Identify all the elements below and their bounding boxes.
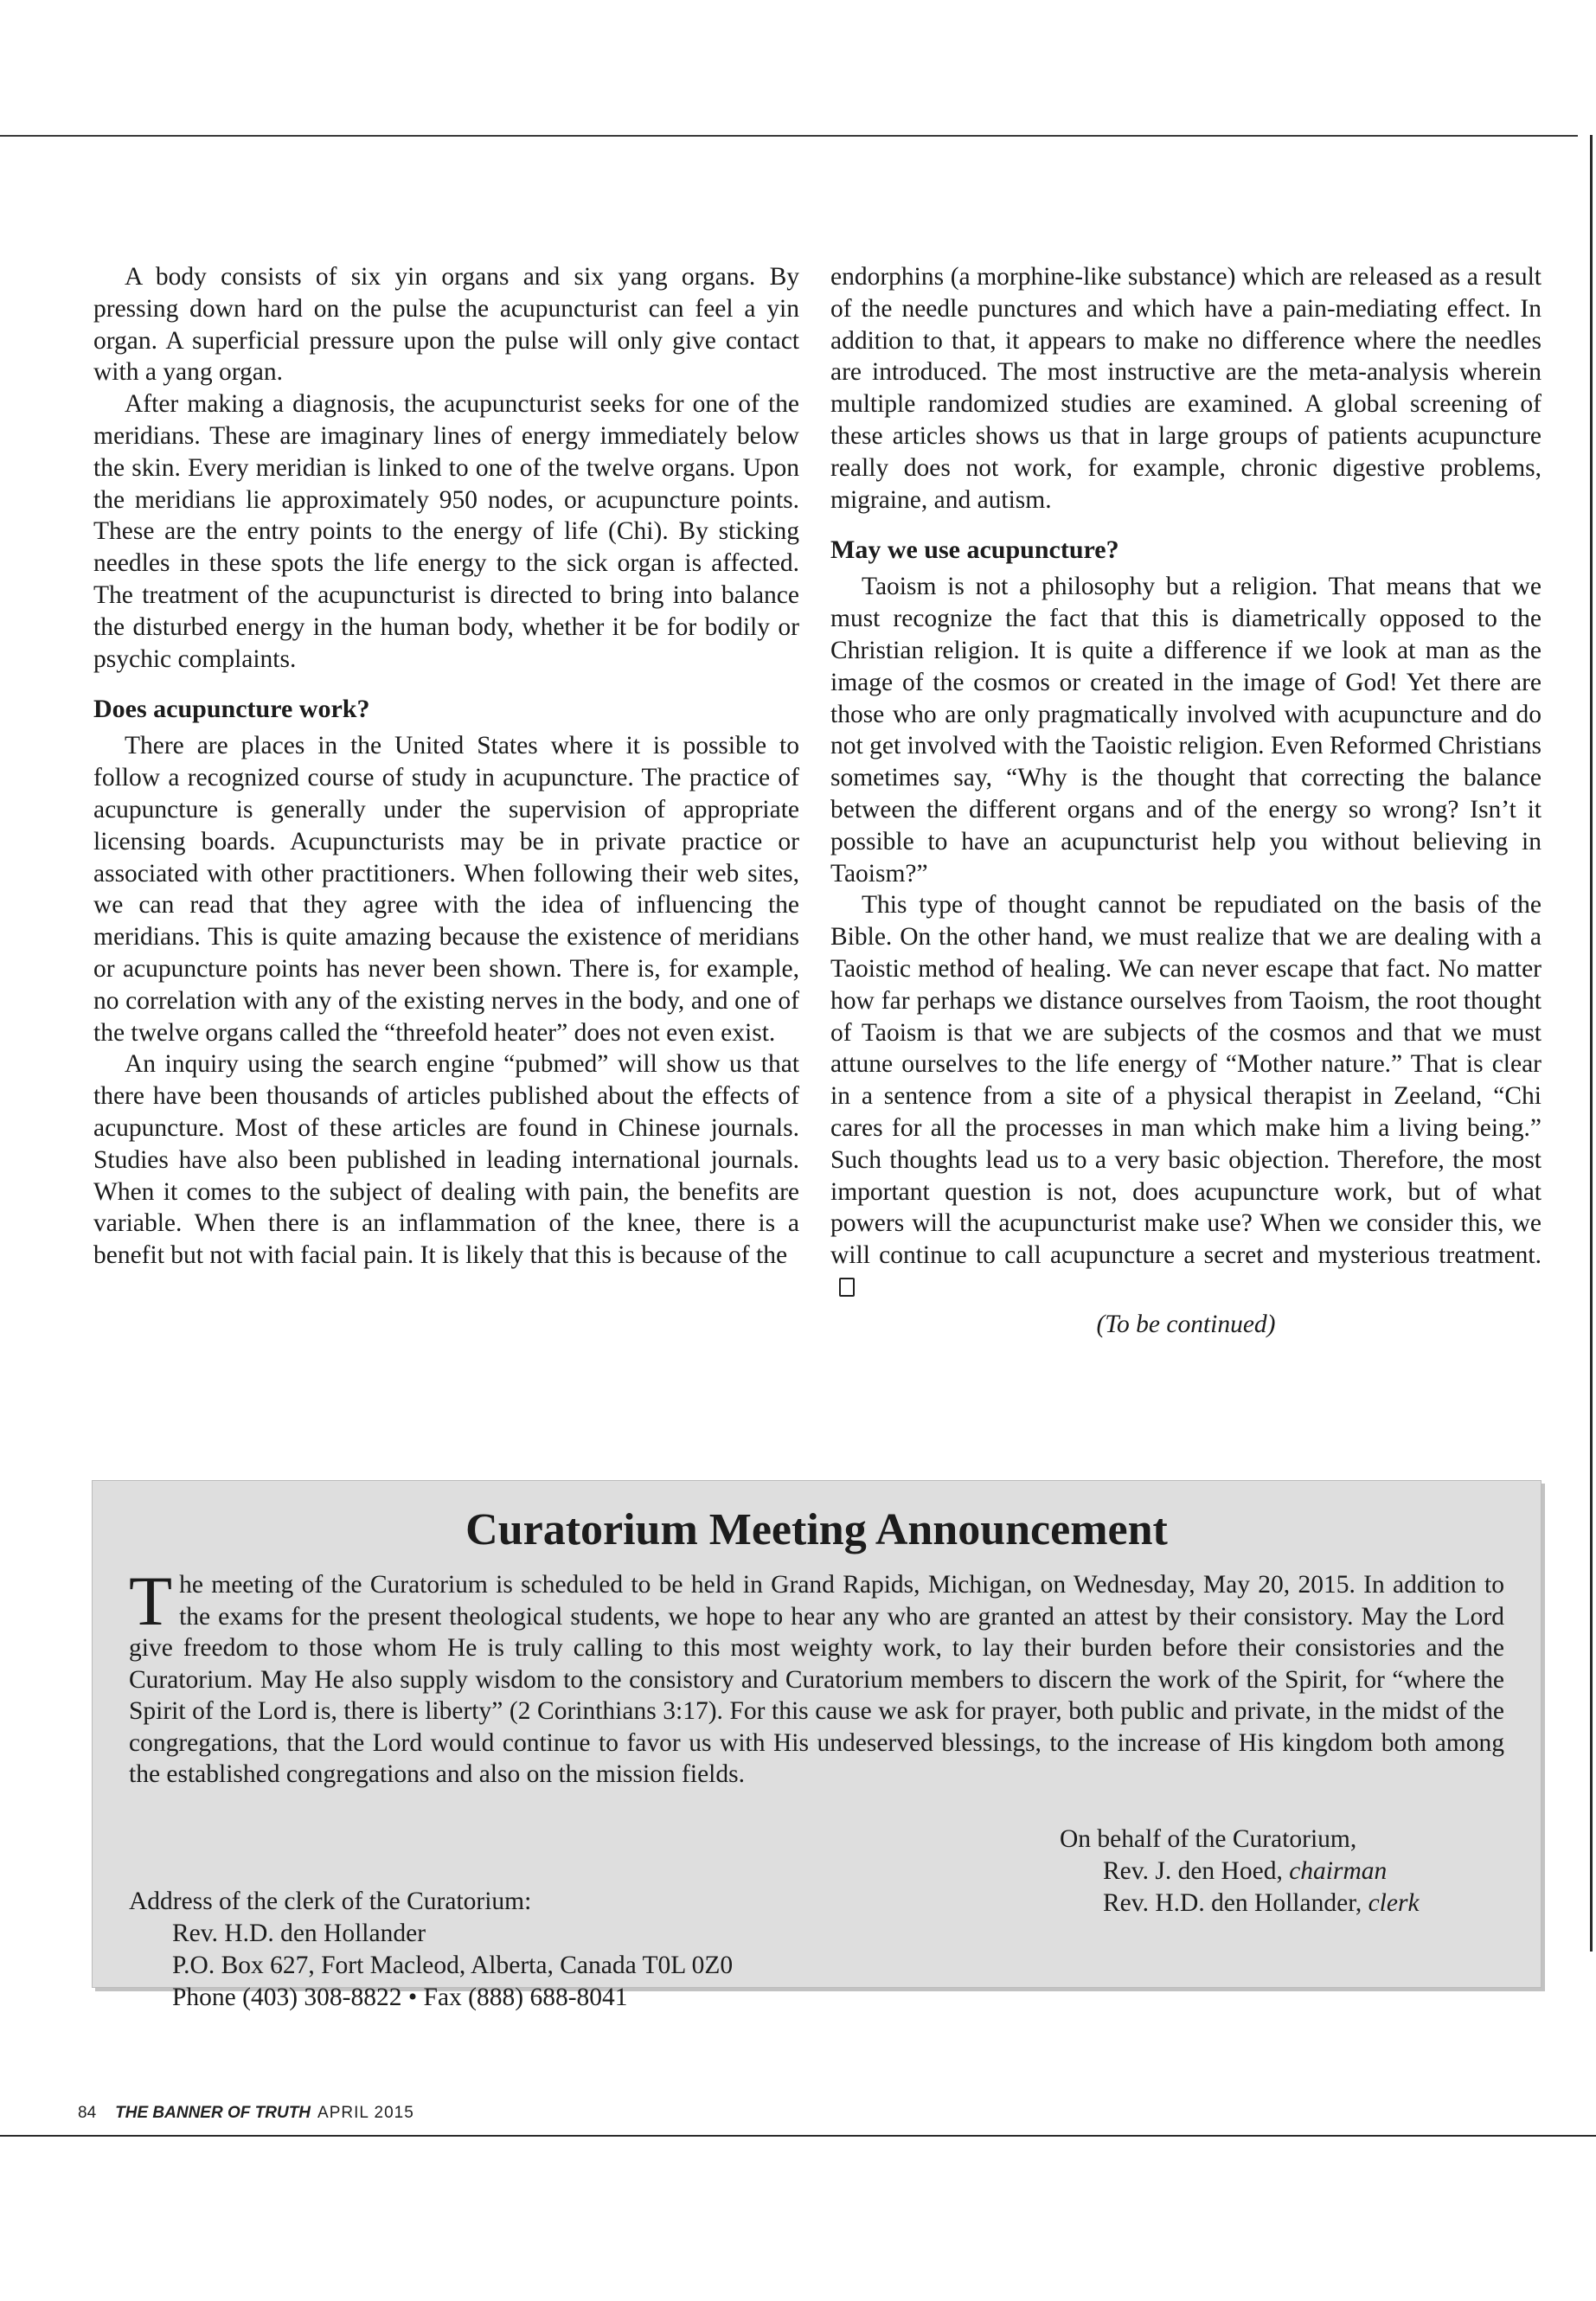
paragraph-meridians: After making a diagnosis, the acupuncturist seeks for one of the meridians. These are imaginary lines of energy immediately below the skin. Every meridian is linked to one of the twelve organs. Upon the meridians lie approximately 950 nodes, or acupuncture points. These are the entry points to the energy of life (Chi). By sticking needles in these spots the life energy to the sick organ is affected. The treatment of the acupuncturist is directed to bring into balance the disturbed energy in the human body, whether it be for bodily or psychic complaints. (93, 390, 799, 673)
scan-border-bottom (0, 2135, 1596, 2137)
clerk-name: Rev. H.D. den Hollander, (1103, 1889, 1362, 1917)
issue-date: APRIL 2015 (317, 2104, 414, 2122)
chairman-role: chairman (1289, 1857, 1388, 1885)
paragraph-yin-yang: A body consists of six yin organs and six yang organs. By pressing down hard on the pulse the acupuncturist can feel a yin organ. A superficial pressure upon the pulse will only give contact with a yang organ. (93, 263, 799, 387)
paragraph-taoistic-method-text: This type of thought cannot be repudiated on the basis of the Bible. On the other hand, we must realize that we are dealing with a Taoistic method of healing. We can never escape that fact. No matter how far perhaps we distance ourselves from Taoism, the root thought of Taoism is that we are subjects of the cosmos and that we must attune ourselves to the life energy of “Mother nature.” That is clear in a sentence from a site of a physical therapist in Zeeland, “Chi cares for all the processes in man which make him a living being.” Such thoughts lead us to a very basic objection. Therefore, the most important question is not, does acupuncture work, but of what powers will the acupuncturist make use? When we consider this, we will continue to call acupuncture a secret and mysterious treatment. (830, 891, 1542, 1270)
article-left-column (93, 261, 799, 1272)
announcement-body-text: he meeting of the Curatorium is scheduled to be held in Grand Rapids, Michigan, on Wednesday, May 20, 2015. In addition to the exams for the present theological students, we hope to hear any who are granted an attest by their consistory. May the Lord give freedom to those whom He is truly calling to this most weighty work, to lay their burden before their consistories and the Curatorium. May He also supply wisdom to the consistory and Curatorium members to discern the work of the Spirit, for “where the Spirit of the Lord is, there is liberty” (2 Corinthians 3:17). For this cause we ask for prayer, both public and private, in the midst of the congregations, that the Lord would continue to favor us with His undeserved blessings, to the increase of His kingdom both among the established congregations and also on the mission fields. (129, 1571, 1504, 1788)
scan-border-right (1590, 135, 1593, 1952)
address-street: P.O. Box 627, Fort Macleod, Alberta, Canada T0L 0Z0 (172, 1952, 734, 1979)
announcement-body (129, 1561, 1504, 1791)
paragraph-taoism-religion: Taoism is not a philosophy but a religion. That means that we must recognize the fact that this is diametrically opposed to the Christian religion. It is quite a difference if we look at man as the image of the cosmos or created in the image of God! Yet there are those who are only pragmatically involved with acupuncture and do not get involved with the Taoistic religion. Even Reformed Christians sometimes say, “Why is the thought that correcting the balance between the different organs and of the energy so wrong? Isn’t it possible to have an acupuncturist help you without believing in Taoism?” (830, 573, 1542, 888)
article-right-column (830, 261, 1542, 1341)
page-number: 84 (78, 2104, 97, 2122)
paragraph-united-states: There are places in the United States where it is possible to follow a recognized course of study in acupuncture. The practice of acupuncture is generally under the supervision of appropriate licensing boards. Acupuncturists may be in private practice or associated with other practitioners. When following their web sites, we can read that they agree with the idea of influencing the meridians. This is quite amazing because the existence of meridians or acupuncture points has never been shown. There is, for example, no correlation with any of the existing nerves in the body, and one of the twelve organs called the “threefold heater” does not even exist. (93, 732, 799, 1047)
address-phone: Phone (403) 308-8822 • Fax (888) 688-8041 (172, 1984, 628, 2011)
paragraph-taoistic-method (830, 889, 1542, 1303)
end-of-article-icon (839, 1278, 855, 1297)
heading-may-we-use-acupuncture: May we use acupuncture? (830, 535, 1119, 565)
clerk-address-block (129, 1886, 733, 2014)
scan-border-top (0, 135, 1578, 137)
address-name: Rev. H.D. den Hollander (172, 1920, 426, 1947)
chairman-name: Rev. J. den Hoed, (1103, 1857, 1283, 1885)
signature-chairman (1060, 1856, 1509, 1888)
paragraph-endorphins: endorphins (a morphine-like substance) which are released as a result of the needle punctures and which have a pain-mediating effect. In addition to that, it appears to make no difference where the needles are introduced. The most instructive are the meta-analysis wherein multiple randomized studies are examined. A global screening of these articles shows us that in large groups of patients acupuncture really does not work, for example, chronic digestive problems, migraine, and autism. (830, 263, 1542, 514)
address-label: Address of the clerk of the Curatorium: (129, 1888, 532, 1915)
heading-does-acupuncture-work: Does acupuncture work? (93, 695, 370, 724)
page-footer (78, 2104, 414, 2123)
signature-clerk (1060, 1888, 1509, 1920)
signature-block (1060, 1823, 1509, 1920)
to-be-continued: (To be continued) (1096, 1310, 1276, 1338)
publication-name: THE BANNER OF TRUTH (115, 2104, 311, 2122)
signature-on-behalf: On behalf of the Curatorium, (1060, 1825, 1357, 1853)
announcement-title: Curatorium Meeting Announcement (465, 1505, 1168, 1554)
curatorium-announcement-box (92, 1480, 1542, 2011)
paragraph-pubmed: An inquiry using the search engine “pubmed” will show us that there have been thousands of articles published about the effects of acupuncture. Most of these articles are found in Chinese journals. Studies have also been published in leading international journals. When it comes to the subject of dealing with pain, the benefits are variable. When there is an inflammation of the knee, there is a benefit but not with facial pain. It is likely that this is because of the (93, 1050, 799, 1270)
drop-cap: T (129, 1561, 173, 1640)
clerk-role: clerk (1368, 1889, 1420, 1917)
